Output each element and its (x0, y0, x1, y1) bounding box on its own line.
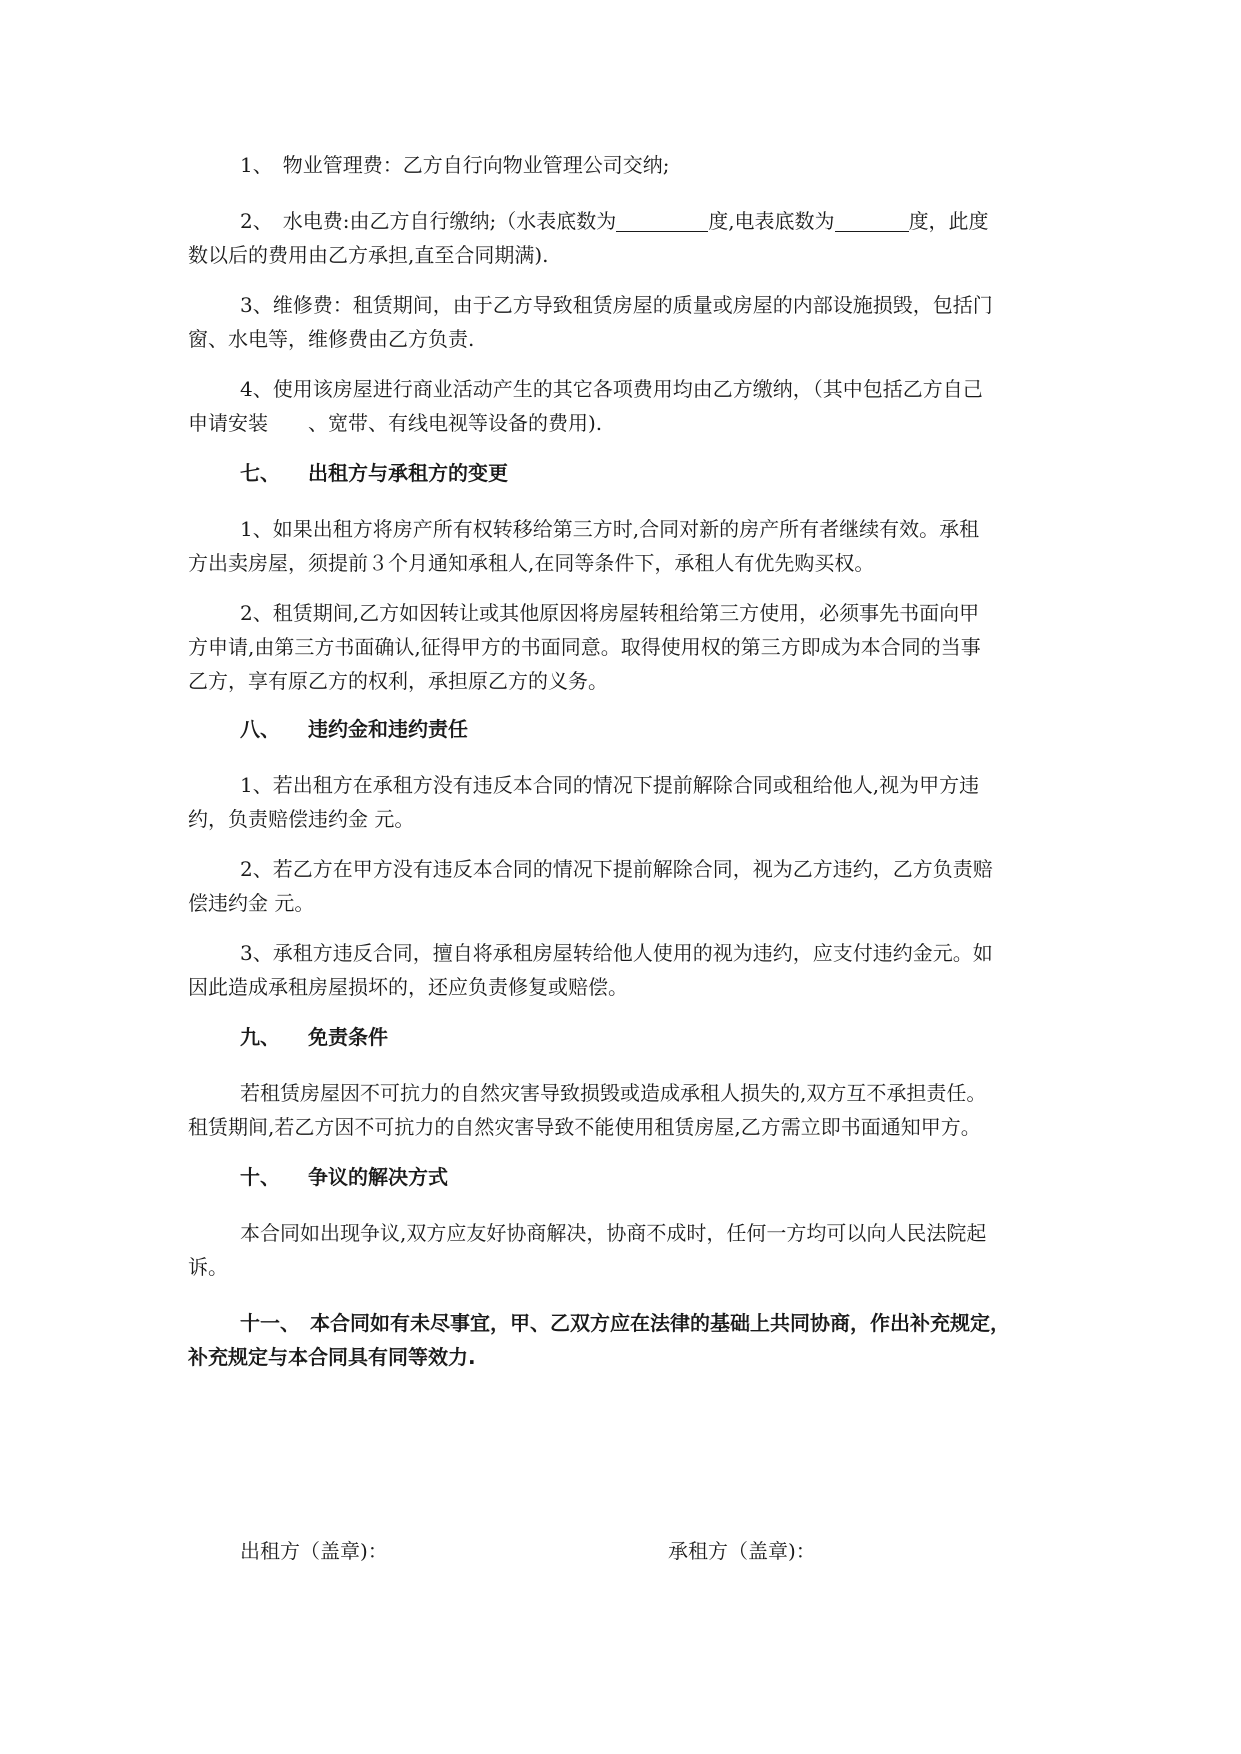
fee-item-4 (188, 372, 1058, 440)
fee-item-2-line2: 数以后的费用由乙方承担,直至合同期满). (188, 243, 549, 267)
section-8-title: 违约金和违约责任 (308, 717, 468, 741)
section-7-item-2 (188, 596, 1058, 698)
section-7-item-1-line2: 方出卖房屋，须提前３个月通知承租人,在同等条件下，承租人有优先购买权。 (188, 551, 875, 575)
section-8-item-3-line2: 因此造成承租房屋损坏的，还应负责修复或赔偿。 (188, 975, 628, 999)
section-8-item-2-line1: 2、若乙方在甲方没有违反本合同的情况下提前解除合同，视为乙方违约，乙方负责赔 (240, 857, 993, 881)
fee-item-4-line2: 申请安装 、宽带、有线电视等设备的费用). (188, 411, 603, 435)
section-8-item-1 (188, 768, 1058, 836)
section-7-item-1 (188, 512, 1058, 580)
section-10-heading (240, 1160, 448, 1194)
section-8-item-3 (188, 936, 1058, 1004)
section-7-item-2-line1: 2、租赁期间,乙方如因转让或其他原因将房屋转租给第三方使用，必须事先书面向甲 (240, 601, 980, 625)
section-9-number: 九、 (240, 1025, 280, 1049)
section-8-number: 八、 (240, 717, 280, 741)
section-8-item-1-line2: 约，负责赔偿违约金 元。 (188, 807, 415, 831)
section-7-heading (240, 456, 508, 490)
section-8-heading (240, 712, 468, 746)
section-10-line2: 诉。 (188, 1255, 228, 1279)
fee-item-3 (188, 288, 1058, 356)
section-9-heading (240, 1020, 388, 1054)
section-7-item-2-line2: 方申请,由第三方书面确认,征得甲方的书面同意。取得使用权的第三方即成为本合同的当事 (188, 635, 981, 659)
section-8-item-1-line1: 1、若出租方在承租方没有违反本合同的情况下提前解除合同或租给他人,视为甲方违 (240, 773, 980, 797)
section-7-item-2-line3: 乙方，享有原乙方的权利，承担原乙方的义务。 (188, 669, 608, 693)
section-10-line1: 本合同如出现争议,双方应友好协商解决，协商不成时，任何一方均可以向人民法院起 (240, 1221, 987, 1245)
electric-meter-label: 度,电表底数为 (708, 209, 835, 233)
section-9-line1: 若租赁房屋因不可抗力的自然灾害导致损毁或造成承租人损失的,双方互不承担责任。 (240, 1081, 987, 1105)
fee-item-3-line2: 窗、水电等，维修费由乙方负责. (188, 327, 475, 351)
section-7-title: 出租方与承租方的变更 (308, 461, 508, 485)
fee-item-3-line1: 3、维修费：租赁期间，由于乙方导致租赁房屋的质量或房屋的内部设施损毁，包括门 (240, 293, 993, 317)
section-9-body (188, 1076, 1058, 1144)
section-11-line1: 十一、 本合同如有未尽事宜，甲、乙双方应在法律的基础上共同协商，作出补充规定， (240, 1311, 1010, 1335)
degree-suffix: 度，此度 (908, 209, 989, 233)
section-11-body (188, 1306, 1058, 1374)
section-11-line2: 补充规定与本合同具有同等效力. (188, 1345, 476, 1369)
section-7-number: 七、 (240, 461, 280, 485)
fee-item-2 (188, 204, 1058, 272)
section-8-item-2-line2: 偿违约金 元。 (188, 891, 315, 915)
section-9-line2: 租赁期间,若乙方因不可抗力的自然灾害导致不能使用租赁房屋,乙方需立即书面通知甲方。 (188, 1115, 981, 1139)
fee-item-1-text: 1、 物业管理费：乙方自行向物业管理公司交纳; (240, 153, 670, 177)
water-meter-blank (616, 209, 708, 232)
water-meter-label: 2、 水电费:由乙方自行缴纳;（水表底数为 (240, 209, 617, 233)
lessor-signature-label: 出租方（盖章)： (240, 1539, 388, 1563)
electric-meter-blank (835, 209, 909, 232)
fee-item-2-line1 (188, 204, 1058, 238)
section-8-item-2 (188, 852, 1058, 920)
section-7-item-1-line1: 1、如果出租方将房产所有权转移给第三方时,合同对新的房产所有者继续有效。承租 (240, 517, 980, 541)
section-9-title: 免责条件 (308, 1025, 388, 1049)
section-10-body (188, 1216, 1058, 1284)
fee-item-4-line1: 4、使用该房屋进行商业活动产生的其它各项费用均由乙方缴纳，（其中包括乙方自己 (240, 377, 983, 401)
section-8-item-3-line1: 3、承租方违反合同，擅自将承租房屋转给他人使用的视为违约，应支付违约金元。如 (240, 941, 993, 965)
section-10-title: 争议的解决方式 (308, 1165, 448, 1189)
fee-item-1 (188, 148, 1058, 182)
lessee-signature-label: 承租方（盖章)： (668, 1539, 816, 1563)
section-10-number: 十、 (240, 1165, 280, 1189)
